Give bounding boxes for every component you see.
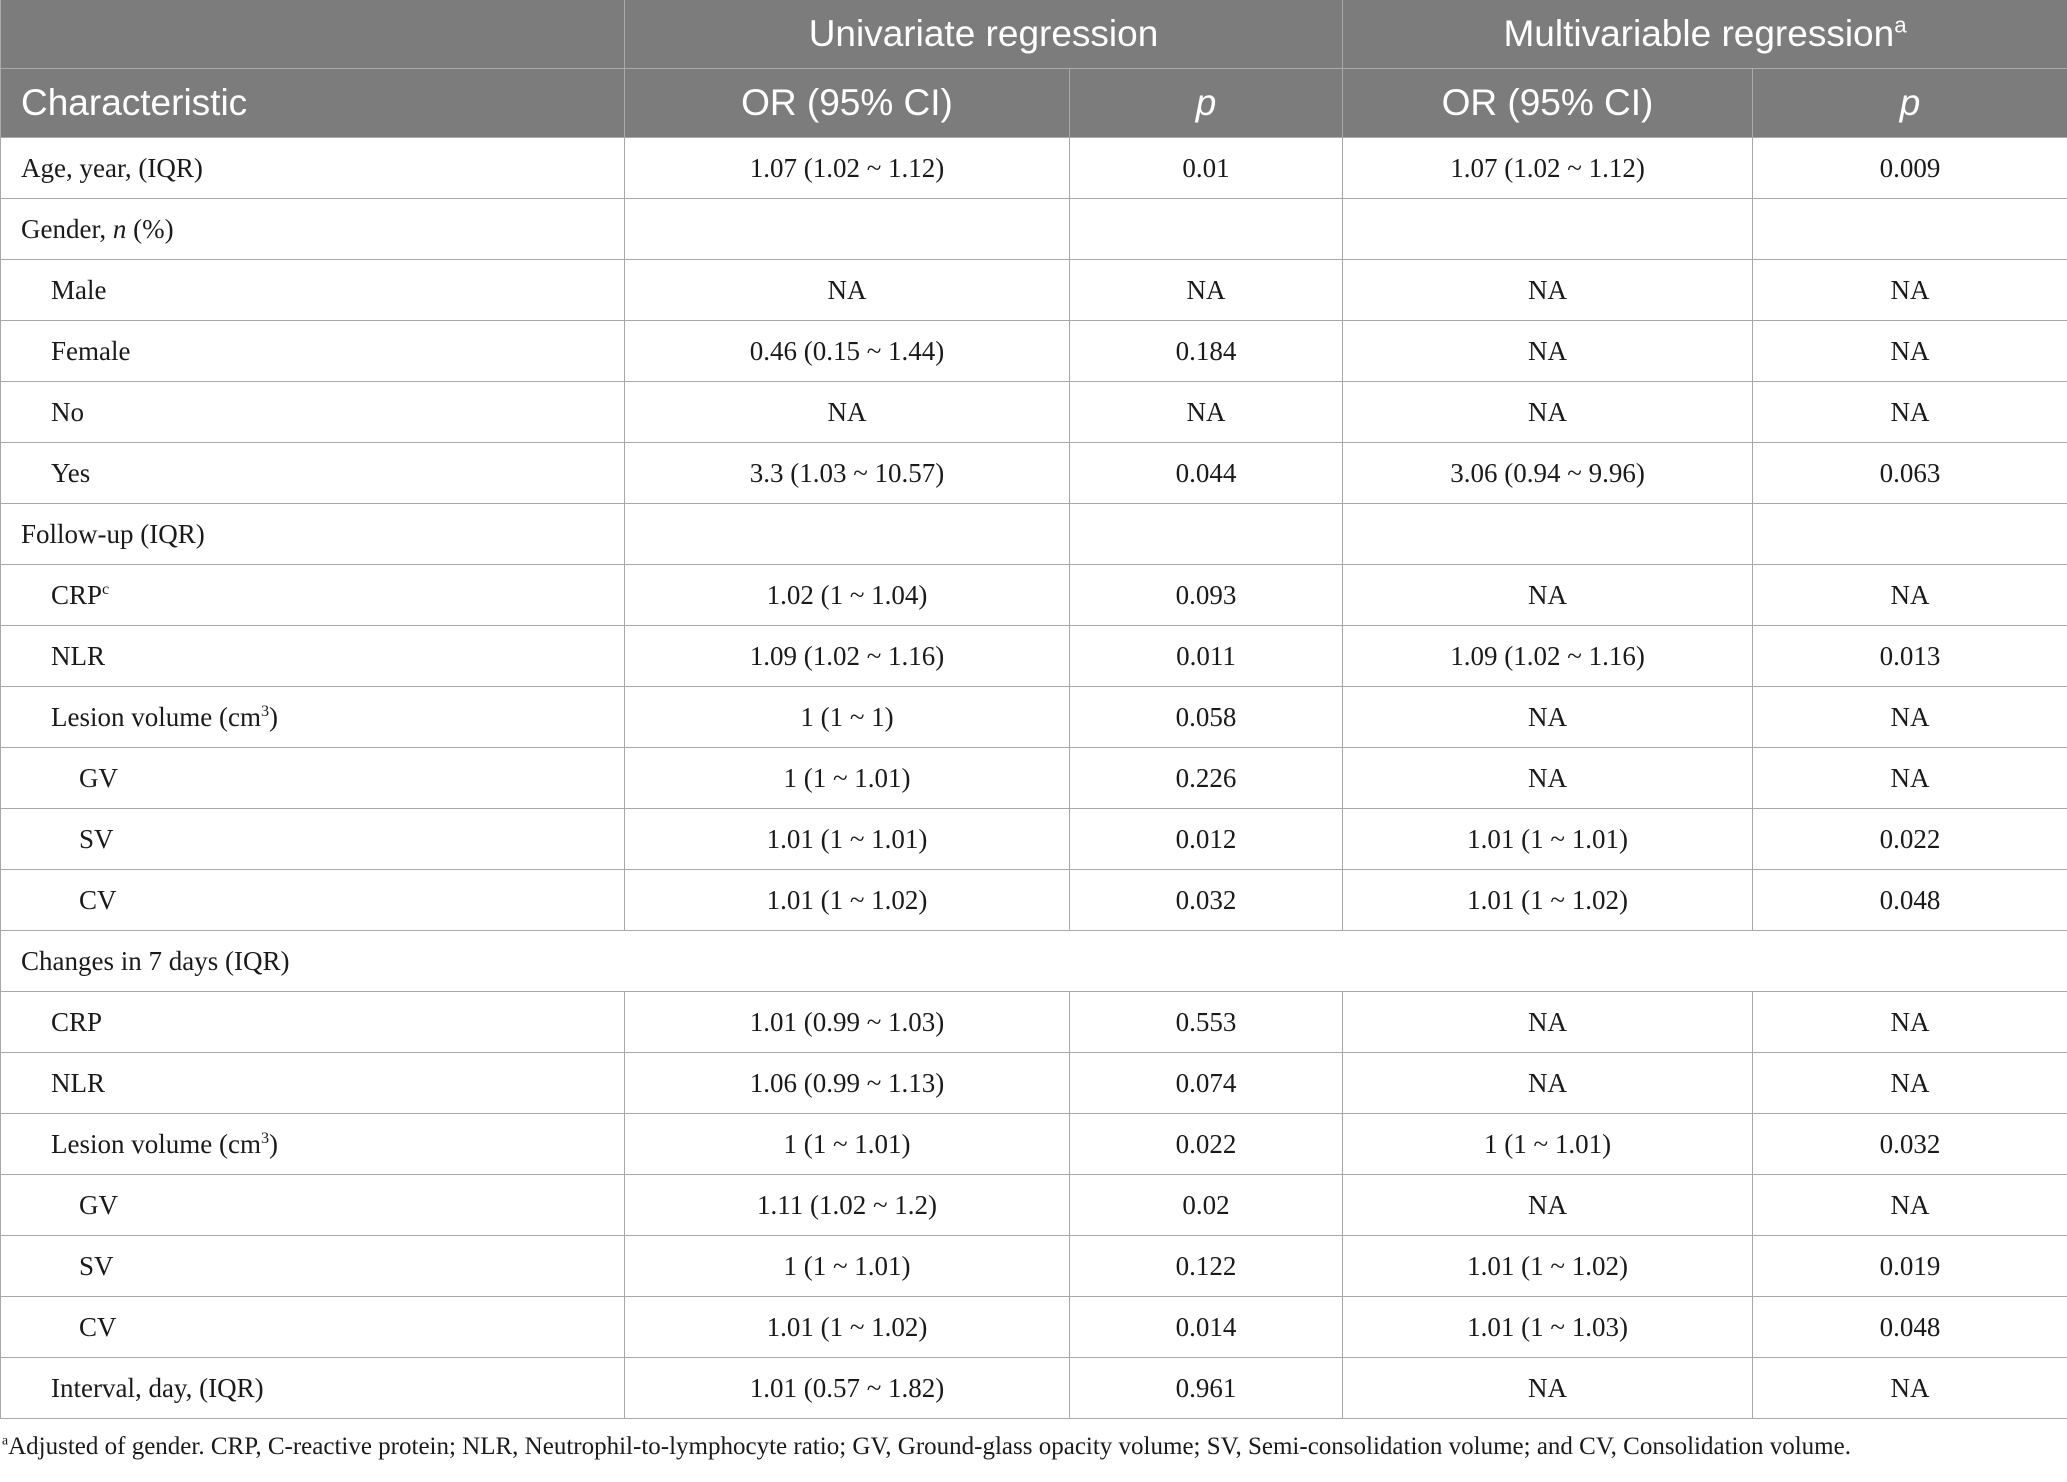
header-multi-or-ci: OR (95% CI) xyxy=(1343,69,1753,138)
table-row xyxy=(1,138,2067,199)
uni-or-cell: 1.11 (1.02 ~ 1.2) xyxy=(625,1175,1070,1236)
uni-or-cell: 1 (1 ~ 1.01) xyxy=(625,1236,1070,1297)
uni-p-cell: 0.044 xyxy=(1070,443,1343,504)
multi-or-cell: NA xyxy=(1343,382,1753,443)
uni-p-cell: 0.553 xyxy=(1070,992,1343,1053)
multi-p-cell: NA xyxy=(1753,565,2067,626)
row-label: NLR xyxy=(1,626,625,687)
multi-or-cell: NA xyxy=(1343,1175,1753,1236)
header-uni-p: p xyxy=(1070,69,1343,138)
uni-p-cell: 0.022 xyxy=(1070,1114,1343,1175)
uni-p-cell: 0.012 xyxy=(1070,809,1343,870)
uni-p-cell: 0.01 xyxy=(1070,138,1343,199)
uni-p-cell xyxy=(1070,199,1343,260)
uni-p-cell: 0.122 xyxy=(1070,1236,1343,1297)
multi-p-cell: 0.019 xyxy=(1753,1236,2067,1297)
header-univariate-group: Univariate regression xyxy=(625,0,1343,69)
uni-p-cell: NA xyxy=(1070,382,1343,443)
row-label: SV xyxy=(1,809,625,870)
multi-or-cell: 3.06 (0.94 ~ 9.96) xyxy=(1343,443,1753,504)
table-row xyxy=(1,1236,2067,1297)
footnote-text: Adjusted of gender. CRP, C-reactive protein; NLR, Neutrophil-to-lymphocyte ratio; GV, Ground-glass opacity volume; SV, Semi-consolidation volume; and CV, Consolidation volume. xyxy=(8,1433,1851,1460)
multi-p-cell: NA xyxy=(1753,321,2067,382)
row-label: No xyxy=(1,382,625,443)
header-empty-cell xyxy=(1,0,625,69)
table-row xyxy=(1,1114,2067,1175)
multi-or-cell: 1.09 (1.02 ~ 1.16) xyxy=(1343,626,1753,687)
table-row xyxy=(1,1297,2067,1358)
multi-or-cell: 1.01 (1 ~ 1.03) xyxy=(1343,1297,1753,1358)
multi-p-cell: 0.048 xyxy=(1753,1297,2067,1358)
row-label: Male xyxy=(1,260,625,321)
multi-p-cell: NA xyxy=(1753,1358,2067,1419)
table-row xyxy=(1,748,2067,809)
multi-p-cell xyxy=(1753,199,2067,260)
uni-p-cell: 0.011 xyxy=(1070,626,1343,687)
table-row-section xyxy=(1,931,2067,992)
row-label: CRP xyxy=(1,992,625,1053)
multi-p-cell: 0.048 xyxy=(1753,870,2067,931)
uni-or-cell: 1 (1 ~ 1.01) xyxy=(625,1114,1070,1175)
row-label: NLR xyxy=(1,1053,625,1114)
uni-or-cell xyxy=(625,199,1070,260)
multi-or-cell: NA xyxy=(1343,260,1753,321)
multi-or-cell: 1.01 (1 ~ 1.01) xyxy=(1343,809,1753,870)
table-row xyxy=(1,1053,2067,1114)
header-column-row xyxy=(1,69,2067,138)
uni-or-cell: 1 (1 ~ 1) xyxy=(625,687,1070,748)
multi-or-cell: 1.07 (1.02 ~ 1.12) xyxy=(1343,138,1753,199)
multi-or-cell xyxy=(1343,199,1753,260)
uni-or-cell: 3.3 (1.03 ~ 10.57) xyxy=(625,443,1070,504)
header-footnote-marker: a xyxy=(1894,12,1907,38)
uni-p-cell: 0.184 xyxy=(1070,321,1343,382)
header-multi-p: p xyxy=(1753,69,2067,138)
table-row xyxy=(1,382,2067,443)
multi-p-cell: 0.032 xyxy=(1753,1114,2067,1175)
uni-or-cell: NA xyxy=(625,260,1070,321)
row-label: Lesion volume $(cm^3)$ xyxy=(1,1114,625,1175)
uni-p-cell: 0.014 xyxy=(1070,1297,1343,1358)
table-row xyxy=(1,260,2067,321)
uni-p-cell xyxy=(1070,504,1343,565)
multi-p-cell: 0.009 xyxy=(1753,138,2067,199)
table-row xyxy=(1,565,2067,626)
multi-or-cell: NA xyxy=(1343,1053,1753,1114)
table-row xyxy=(1,321,2067,382)
uni-or-cell: 1.07 (1.02 ~ 1.12) xyxy=(625,138,1070,199)
header-multivariable-group: Multivariable regression$^a$ xyxy=(1343,0,2067,69)
row-label: GV xyxy=(1,1175,625,1236)
multi-or-cell: 1.01 (1 ~ 1.02) xyxy=(1343,870,1753,931)
row-label: GV xyxy=(1,748,625,809)
row-label: Changes in 7 days (IQR) xyxy=(1,931,2067,992)
uni-p-cell: 0.226 xyxy=(1070,748,1343,809)
table-row xyxy=(1,687,2067,748)
uni-or-cell xyxy=(625,504,1070,565)
row-label: CV xyxy=(1,870,625,931)
multi-p-cell: NA xyxy=(1753,687,2067,748)
uni-or-cell: 1.01 (1 ~ 1.02) xyxy=(625,870,1070,931)
table-header xyxy=(1,0,2067,138)
multi-p-cell: NA xyxy=(1753,1053,2067,1114)
table-footnote xyxy=(0,1419,2067,1461)
uni-or-cell: NA xyxy=(625,382,1070,443)
row-label: CRP$^c$ xyxy=(1,565,625,626)
table-row xyxy=(1,443,2067,504)
multi-p-cell: 0.022 xyxy=(1753,809,2067,870)
header-characteristic: Characteristic xyxy=(1,69,625,138)
row-label: Follow-up (IQR) xyxy=(1,504,625,565)
row-label: Interval, day, (IQR) xyxy=(1,1358,625,1419)
multi-or-cell: NA xyxy=(1343,748,1753,809)
row-label: Female xyxy=(1,321,625,382)
multi-or-cell: 1.01 (1 ~ 1.02) xyxy=(1343,1236,1753,1297)
multi-p-cell: NA xyxy=(1753,748,2067,809)
uni-or-cell: 1.09 (1.02 ~ 1.16) xyxy=(625,626,1070,687)
uni-or-cell: 1.06 (0.99 ~ 1.13) xyxy=(625,1053,1070,1114)
row-label: Lesion volume $(cm^3)$ xyxy=(1,687,625,748)
table-row-section xyxy=(1,199,2067,260)
multi-p-cell xyxy=(1753,504,2067,565)
multi-p-cell: 0.063 xyxy=(1753,443,2067,504)
multi-or-cell: NA xyxy=(1343,687,1753,748)
uni-or-cell: 1 (1 ~ 1.01) xyxy=(625,748,1070,809)
uni-p-cell: 0.093 xyxy=(1070,565,1343,626)
multi-or-cell: 1 (1 ~ 1.01) xyxy=(1343,1114,1753,1175)
row-label: Yes xyxy=(1,443,625,504)
uni-or-cell: 1.02 (1 ~ 1.04) xyxy=(625,565,1070,626)
multi-or-cell: NA xyxy=(1343,565,1753,626)
multi-or-cell: NA xyxy=(1343,1358,1753,1419)
row-label: CV xyxy=(1,1297,625,1358)
uni-or-cell: 1.01 (1 ~ 1.01) xyxy=(625,809,1070,870)
table-row xyxy=(1,870,2067,931)
multi-p-cell: NA xyxy=(1753,260,2067,321)
multi-or-cell: NA xyxy=(1343,321,1753,382)
uni-or-cell: 1.01 (0.99 ~ 1.03) xyxy=(625,992,1070,1053)
header-uni-or-ci: OR (95% CI) xyxy=(625,69,1070,138)
multi-p-cell: NA xyxy=(1753,1175,2067,1236)
uni-or-cell: 0.46 (0.15 ~ 1.44) xyxy=(625,321,1070,382)
multi-or-cell xyxy=(1343,504,1753,565)
table-row xyxy=(1,809,2067,870)
uni-p-cell: 0.961 xyxy=(1070,1358,1343,1419)
uni-p-cell: NA xyxy=(1070,260,1343,321)
uni-p-cell: 0.02 xyxy=(1070,1175,1343,1236)
uni-p-cell: 0.074 xyxy=(1070,1053,1343,1114)
table-row xyxy=(1,626,2067,687)
uni-or-cell: 1.01 (0.57 ~ 1.82) xyxy=(625,1358,1070,1419)
row-label-footnote-marker: c xyxy=(102,579,110,598)
row-label: Age, year, (IQR) xyxy=(1,138,625,199)
uni-or-cell: 1.01 (1 ~ 1.02) xyxy=(625,1297,1070,1358)
table-row xyxy=(1,1175,2067,1236)
table-row xyxy=(1,1358,2067,1419)
row-label: SV xyxy=(1,1236,625,1297)
uni-p-cell: 0.032 xyxy=(1070,870,1343,931)
header-group-row xyxy=(1,0,2067,69)
footnote-marker: a xyxy=(2,1432,9,1448)
multi-p-cell: 0.013 xyxy=(1753,626,2067,687)
row-label: Gender, n (%) xyxy=(1,199,625,260)
multi-or-cell: NA xyxy=(1343,992,1753,1053)
uni-p-cell: 0.058 xyxy=(1070,687,1343,748)
table-row-section xyxy=(1,504,2067,565)
multi-p-cell: NA xyxy=(1753,382,2067,443)
multi-p-cell: NA xyxy=(1753,992,2067,1053)
table-row xyxy=(1,992,2067,1053)
table-body xyxy=(1,138,2067,1419)
